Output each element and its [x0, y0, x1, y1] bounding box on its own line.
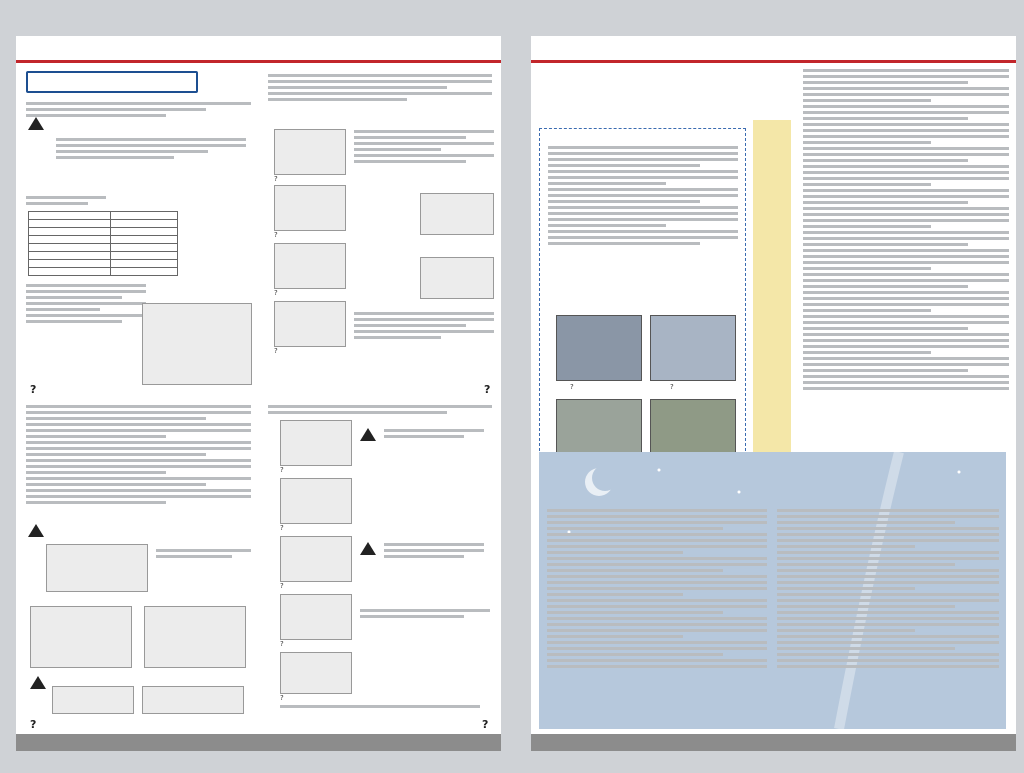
figure-label: ?	[280, 694, 284, 702]
figure-image	[142, 686, 244, 714]
page-6	[16, 36, 501, 751]
figure-image	[280, 594, 352, 640]
manual-panel-2	[260, 63, 500, 396]
figure-label: ?	[274, 347, 278, 355]
figure-image	[280, 536, 352, 582]
page-header	[531, 36, 1016, 63]
figure-image	[280, 420, 352, 466]
closing-text	[280, 702, 480, 711]
figure-image	[280, 652, 352, 694]
warning-icon	[28, 117, 44, 130]
figure-label: ?	[280, 640, 284, 648]
figure-image	[274, 185, 346, 231]
figure-image	[52, 686, 134, 714]
figure-image	[420, 257, 494, 299]
parts-list-text	[26, 281, 146, 326]
warning-icon	[360, 428, 376, 441]
procedure-text	[268, 71, 492, 104]
step-text	[360, 606, 490, 621]
subpage-number: ?	[30, 718, 37, 731]
warning-icon	[360, 542, 376, 555]
warning-icon	[28, 524, 44, 537]
intro-text	[26, 99, 251, 120]
article-column-left	[547, 506, 767, 671]
figure-image	[274, 129, 346, 175]
sidebar-title-panel	[753, 120, 791, 466]
manual-panel-1	[16, 63, 258, 396]
sidebar-article-text	[803, 66, 1009, 393]
figure-image	[144, 606, 246, 668]
photo-caption: ?	[570, 383, 574, 391]
manual-title	[26, 71, 198, 93]
feature-body	[548, 143, 738, 248]
manual-panel-3	[16, 396, 258, 731]
figure-notes-text	[354, 127, 494, 166]
warning-icon	[30, 676, 46, 689]
figure-label: ?	[274, 289, 278, 297]
figure-label: ?	[274, 231, 278, 239]
step-text	[354, 309, 494, 342]
figure-image	[274, 301, 346, 347]
warning-text	[384, 426, 484, 441]
page-header	[16, 36, 501, 63]
figure-image	[274, 243, 346, 289]
page-footer	[16, 734, 501, 751]
figure-label: ?	[280, 582, 284, 590]
figure-image	[420, 193, 494, 235]
subpage-number: ?	[482, 718, 489, 731]
spec-heading-text	[26, 193, 126, 208]
photo-pole	[650, 315, 736, 381]
photo-group	[556, 315, 642, 381]
cleaver-diagram	[142, 303, 252, 385]
figure-label: ?	[274, 175, 278, 183]
figure-image	[46, 544, 148, 592]
subpage-number: ?	[484, 383, 491, 396]
page-7	[531, 36, 1016, 751]
manual-panel-4	[260, 396, 500, 731]
subpage-number: ?	[30, 383, 37, 396]
article-column-right	[777, 506, 999, 671]
figure-image	[280, 478, 352, 524]
page-footer	[531, 734, 1016, 751]
spec-table	[28, 211, 178, 276]
procedure-text	[26, 402, 251, 507]
feature-box	[539, 128, 746, 496]
photo-caption: ?	[670, 383, 674, 391]
attention-text	[56, 135, 246, 162]
note-text	[156, 546, 251, 561]
figure-label: ?	[280, 524, 284, 532]
procedure-text	[268, 402, 492, 417]
warning-text	[384, 540, 484, 561]
figure-label: ?	[280, 466, 284, 474]
figure-image	[30, 606, 132, 668]
